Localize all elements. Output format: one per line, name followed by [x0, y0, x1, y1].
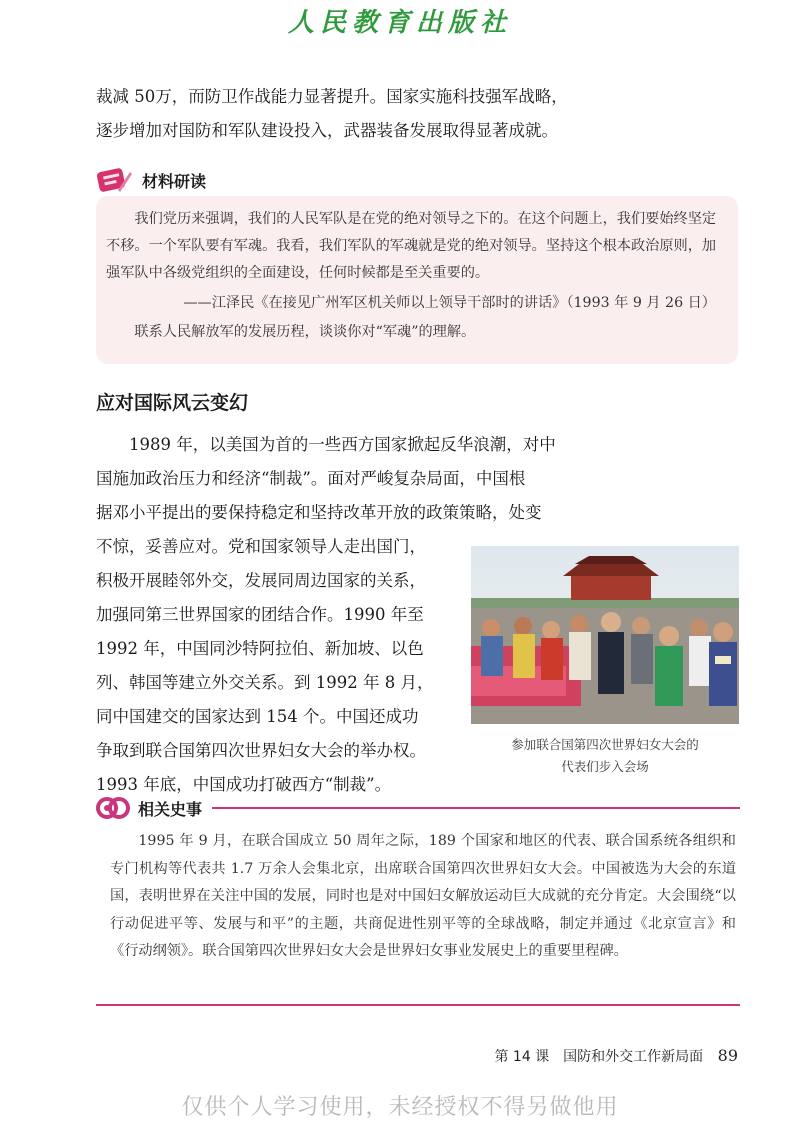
text-line: 1989 年，以美国为首的一些西方国家掀起反华浪潮，对中 — [129, 435, 556, 454]
related-history-header — [96, 793, 740, 823]
text-line: 裁减 50万，而防卫作战能力显著提升。国家实施科技强军战略， — [96, 87, 568, 106]
swirl-icon — [96, 794, 130, 822]
watermark: 仅供个人学习使用，未经授权不得另做他用 — [181, 1095, 619, 1120]
photo-caption — [471, 734, 739, 778]
section-title: 应对国际风云变幻 — [96, 392, 249, 414]
text-line: 争取到联合国第四次世界妇女大会的举办权。 — [96, 741, 426, 760]
conference-photo — [471, 546, 739, 724]
reading-question: 联系人民解放军的发展历程，谈谈你对“军魂”的理解。 — [134, 324, 476, 340]
text-line: 积极开展睦邻外交，发展同周边国家的关系， — [96, 571, 426, 590]
text-line: 同中国建交的国家达到 154 个。中国还成功 — [96, 707, 419, 726]
page-footer — [494, 1046, 738, 1066]
caption-line: 参加联合国第四次世界妇女大会的 — [511, 737, 699, 752]
top-paragraph — [96, 80, 616, 148]
material-reading-box — [96, 196, 738, 364]
related-history-title: 相关史事 — [138, 799, 203, 819]
text-line: 国施加政治压力和经济“制裁”。面对严峻复杂局面，中国根 — [96, 469, 526, 488]
text-line: 逐步增加对国防和军队建设投入，武器装备发展取得显著成就。 — [96, 121, 558, 140]
material-reading-title: 材料研读 — [142, 171, 207, 191]
caption-line: 代表们步入会场 — [561, 759, 649, 774]
reading-source: ——江泽民《在接见广州军区机关师以上领导干部时的讲话》（1993 年 9 月 26 日） — [183, 295, 716, 311]
lesson-title: 第 14 课 国防和外交工作新局面 — [494, 1049, 704, 1065]
text-line: 列、韩国等建立外交关系。到 1992 年 8 月， — [96, 673, 434, 692]
text-line: 1992 年，中国同沙特阿拉伯、新加坡、以色 — [96, 639, 424, 658]
related-history-text: 1995 年 9 月，在联合国成立 50 周年之际，189 个国家和地区的代表、联合国系统各组织和专门机构等代表共 1.7 万余人会集北京，出席联合国第四次世界妇女大会。中国被选为大会的东道国，表明世界在关注中国的发展，同时也是对中国妇女解放运动巨大成就的充分肯定。大会围绕“以行动促进平等、发展与和平”的主题，共商促进性别平等的全球战略，制定并通过《北京宣言》和《行动纲领》。联合国第四次世界妇女大会是世界妇女事业发展史上的重要里程碑。 — [110, 833, 736, 959]
divider — [96, 1004, 740, 1006]
text-line: 据邓小平提出的要保持稳定和坚持改革开放的政策策略，处变 — [96, 503, 542, 522]
text-line: 1993 年底，中国成功打破西方“制裁”。 — [96, 775, 392, 794]
reading-quote: 我们党历来强调，我们的人民军队是在党的绝对领导之下的。在这个问题上，我们要始终坚定不移。一个军队要有军魂。我看，我们军队的军魂就是党的绝对领导。坚持这个根本政治原则，加强军队中各级党组织的全面建设，任何时候都是至关重要的。 — [106, 211, 717, 281]
text-line: 加强同第三世界国家的团结合作。1990 年至 — [96, 605, 424, 624]
page-number: 89 — [717, 1046, 738, 1065]
divider — [212, 807, 740, 809]
pen-icon — [96, 166, 132, 194]
text-line: 不惊，妥善应对。党和国家领导人走出国门， — [96, 537, 426, 556]
material-reading-header — [96, 165, 206, 195]
publisher-logo: 人民教育出版社 — [287, 8, 512, 38]
